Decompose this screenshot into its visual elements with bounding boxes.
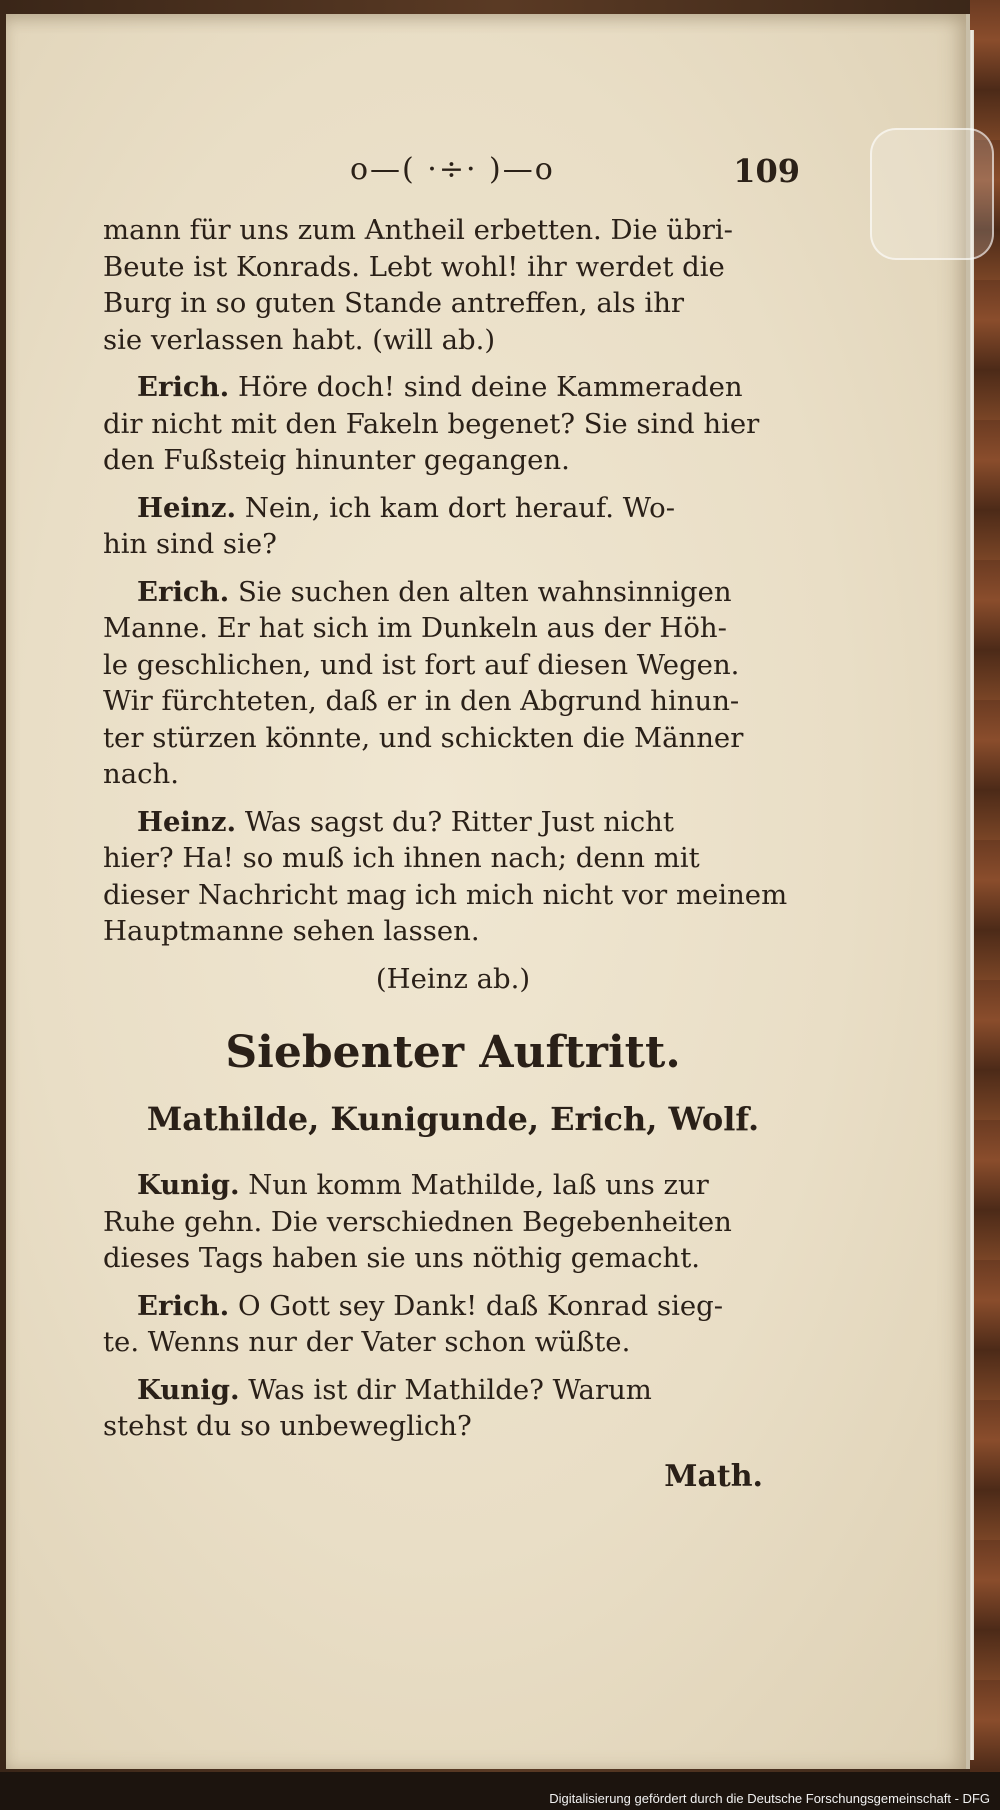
- text-line: hin sind sie?: [103, 528, 277, 560]
- paragraph: [103, 212, 803, 358]
- paragraph: [103, 1167, 803, 1277]
- line-text: Was sagst du? Ritter Just nicht: [236, 805, 674, 838]
- scan-footer-band: [0, 1772, 1000, 1810]
- paragraph: [103, 1372, 803, 1445]
- text-line: dieses Tags haben sie uns nöthig gemacht.: [103, 1242, 701, 1274]
- scan-footer-text: Digitalisierung gefördert durch die Deutsche Forschungsgemeinschaft - DFG: [549, 1791, 990, 1806]
- line-text: Nein, ich kam dort herauf. Wo-: [236, 491, 675, 524]
- catchword: Math.: [664, 1458, 763, 1494]
- text-line: Manne. Er hat sich im Dunkeln aus der Höh-: [103, 612, 727, 644]
- paragraph: [103, 1288, 803, 1361]
- text-line: hier? Ha! so muß ich ihnen nach; denn mit: [103, 842, 700, 874]
- line-text: Höre doch! sind deine Kammeraden: [229, 371, 743, 403]
- line-text: Sie suchen den alten wahnsinnigen: [229, 575, 732, 608]
- text-line: [103, 490, 803, 527]
- speaker-name: Erich.: [137, 1289, 230, 1322]
- line-text: O Gott sey Dank! daß Konrad sieg-: [229, 1289, 724, 1322]
- line-text: Nun komm Mathilde, laß uns zur: [239, 1169, 709, 1201]
- text-line: Ruhe gehn. Die verschiednen Begebenheiten: [103, 1205, 732, 1238]
- text-line: nach.: [103, 758, 179, 790]
- text-line: le geschlichen, und ist fort auf diesen Wegen.: [103, 648, 740, 681]
- text-line: te. Wenns nur der Vater schon wüßte.: [103, 1326, 631, 1358]
- text-line: Burg in so guten Stande antreffen, als ihr: [103, 287, 685, 319]
- speaker-name: Erich.: [137, 371, 230, 403]
- text-line: [103, 804, 803, 841]
- text-line: [103, 1288, 803, 1325]
- text-line: [103, 1167, 803, 1204]
- page-text: [103, 212, 803, 1495]
- paragraph: [103, 369, 803, 479]
- text-line: mann für uns zum Antheil erbetten. Die übri-: [103, 214, 733, 246]
- text-line: Wir fürchteten, daß er in den Abgrund hinun-: [103, 685, 740, 717]
- scene-heading: Siebenter Auftritt.: [225, 1027, 681, 1078]
- text-line: sie verlassen habt. (will ab.): [103, 323, 496, 356]
- line-text: Was ist dir Mathilde? Warum: [239, 1373, 652, 1406]
- speaker-name: Heinz.: [137, 805, 237, 838]
- book-cover-edge: [970, 0, 1000, 1810]
- text-line: [103, 574, 803, 611]
- stage-direction: (Heinz ab.): [375, 962, 531, 995]
- speaker-name: Kunig.: [137, 1373, 240, 1406]
- page-number: 109: [733, 152, 800, 190]
- character-list: Mathilde, Kunigunde, Erich, Wolf.: [146, 1100, 760, 1138]
- speaker-name: Heinz.: [137, 491, 237, 524]
- paragraph: [103, 804, 803, 950]
- header-ornament: o—( ·÷· )—o: [350, 152, 555, 187]
- text-line: Beute ist Konrads. Lebt wohl! ihr werdet die: [103, 250, 725, 283]
- text-line: Hauptmanne sehen lassen.: [103, 915, 480, 947]
- page-clip: [870, 128, 994, 260]
- text-line: ter stürzen könnte, und schickten die Männer: [103, 721, 744, 754]
- speaker-name: Kunig.: [137, 1169, 240, 1201]
- text-line: [103, 1372, 803, 1409]
- paragraph: [103, 574, 803, 793]
- text-line: dieser Nachricht mag ich mich nicht vor meinem: [103, 878, 788, 911]
- text-line: den Fußsteig hinunter gegangen.: [103, 444, 570, 476]
- page-header: [100, 152, 800, 192]
- paragraph: [103, 490, 803, 563]
- text-line: [103, 369, 803, 406]
- speaker-name: Erich.: [137, 575, 230, 608]
- text-line: dir nicht mit den Fakeln begenet? Sie sind hier: [103, 407, 760, 440]
- text-line: stehst du so unbeweglich?: [103, 1410, 472, 1442]
